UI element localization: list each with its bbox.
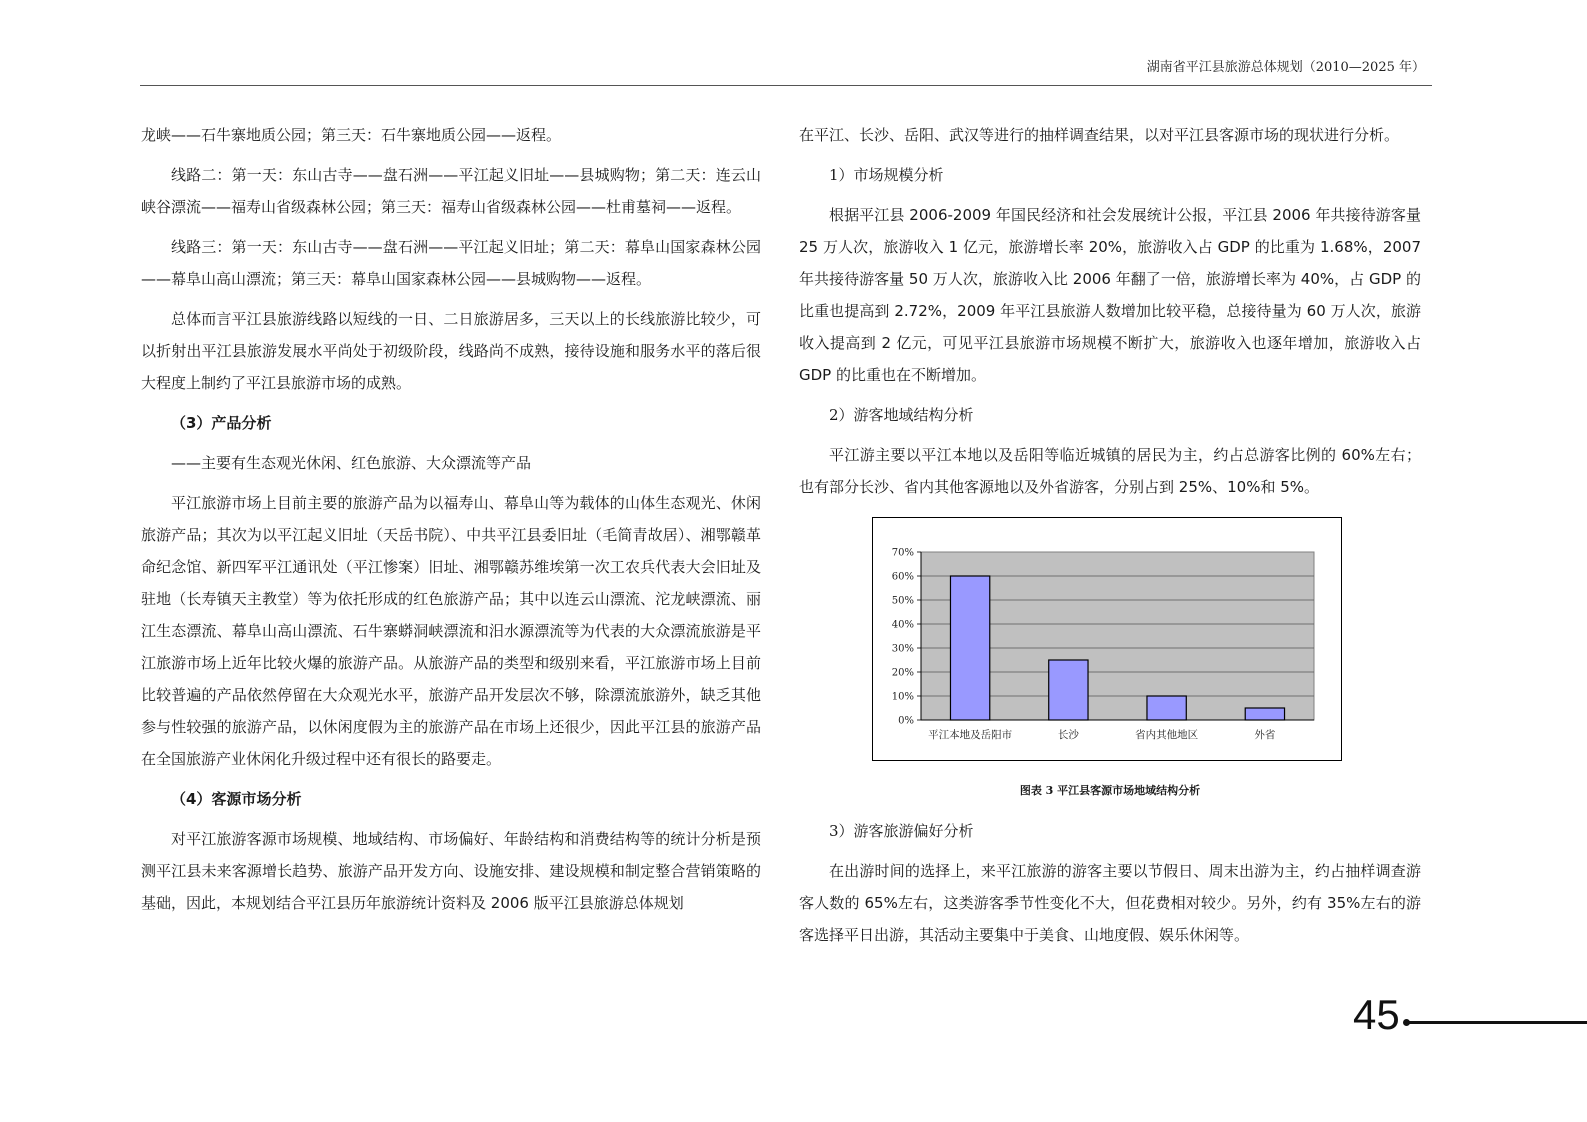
paragraph-product-analysis: 平江旅游市场上目前主要的旅游产品为以福寿山、幕阜山等为载体的山体生态观光、休闲旅游产品；其次为以平江起义旧址（天岳书院）、中共平江县委旧址（毛简青故居）、湘鄂赣革命纪念馆、新四军平江通讯处（平江惨案）旧址、湘鄂赣苏维埃第一次工农兵代表大会旧址及驻地（长寿镇天主教堂）等为依托形成的红色旅游产品；其中以连云山漂流、沱龙峡漂流、丽江生态漂流、幕阜山高山漂流、石牛寨蟒洞峡漂流和汨水源漂流等为代表的大众漂流旅游是平江旅游市场上近年比较火爆的旅游产品。从旅游产品的类型和级别来看，平江旅游市场上目前比较普遍的产品依然停留在大众观光水平，旅游产品开发层次不够，除漂流旅游外，缺乏其他参与性较强的旅游产品，以休闲度假为主的旅游产品在市场上还很少，因此平江县的旅游产品在全国旅游产业休闲化升级过程中还有很长的路要走。 [141,494,761,768]
y-tick-label: 10% [891,691,914,703]
paragraph-regional-structure: 平江游主要以平江本地以及岳阳等临近城镇的居民为主，约占总游客比例的 60%左右；也有部分长沙、省内其他客源地以及外省游客，分别占到 25%、10%和 5%。 [799,446,1421,496]
paragraph-route-two: 线路二：第一天：东山古寺——盘石洲——平江起义旧址——县城购物；第二天：连云山峡谷漂流——福寿山省级森林公园；第三天：福寿山省级森林公园——杜甫墓祠——返程。 [141,166,761,216]
y-tick-label: 40% [891,619,914,631]
bar [1147,696,1186,720]
left-column [141,119,761,927]
page-number: 45 [1353,991,1400,1038]
bar [950,576,989,720]
bar-chart-svg [873,518,1343,762]
paragraph-market-size: 根据平江县 2006-2009 年国民经济和社会发展统计公报，平江县 2006 年共接待游客量 25 万人次，旅游收入 1 亿元，旅游增长率 20%，旅游收入占 GDP 的比重为 1.68%，2007 年共接待游客量 50 万人次，旅游收入比 2006 年翻了一倍，旅游增长率为 40%，占 GDP 的比重也提高到 2.72%，2009 年平江县旅游人数增加比较平稳，总接待量为 60 万人次，旅游收入提高到 2 亿元，可见平江县旅游市场规模不断扩大，旅游收入也逐年增加，旅游收入占 GDP 的比重也在不断增加。 [799,206,1421,384]
bar [1245,708,1284,720]
subheading-travel-preference: 3）游客旅游偏好分析 [829,822,974,840]
chart-caption: 图表 3 平江县客源市场地域结构分析 [1019,784,1201,797]
paragraph-route-three: 线路三：第一天：东山古寺——盘石洲——平江起义旧址；第二天：幕阜山国家森林公园——幕阜山高山漂流；第三天：幕阜山国家森林公园——县城购物——返程。 [141,238,761,288]
right-column [799,119,1421,959]
paragraph-route-continuation: 龙峡——石牛寨地质公园；第三天：石牛寨地质公园——返程。 [141,126,562,144]
paragraph-product-subtitle: ——主要有生态观光休闲、红色旅游、大众漂流等产品 [171,454,532,472]
y-tick-label: 60% [891,571,914,583]
paragraph-survey-continuation: 在平江、长沙、岳阳、武汉等进行的抽样调查结果，以对平江县客源市场的现状进行分析。 [799,126,1400,144]
page-number-rule [1409,1021,1587,1024]
y-tick-label: 50% [891,595,914,607]
subheading-regional-structure: 2）游客地域结构分析 [829,406,974,424]
paragraph-market-intro: 对平江旅游客源市场规模、地域结构、市场偏好、年龄结构和消费结构等的统计分析是预测平江县未来客源增长趋势、旅游产品开发方向、设施安排、建设规模和制定整合营销策略的基础，因此，本规划结合平江县历年旅游统计资料及 2006 版平江县旅游总体规划 [141,830,761,912]
bar [1049,660,1088,720]
section-heading-market-analysis: （4）客源市场分析 [171,790,302,808]
paragraph-route-summary: 总体而言平江县旅游线路以短线的一日、二日旅游居多，三天以上的长线旅游比较少，可以折射出平江县旅游发展水平尚处于初级阶段，线路尚不成熟，接待设施和服务水平的落后很大程度上制约了平江县旅游市场的成熟。 [141,310,761,392]
x-tick-label: 长沙 [1057,729,1079,741]
x-tick-label: 外省 [1254,729,1276,741]
document-header-title: 湖南省平江县旅游总体规划（2010—2025 年） [1146,60,1425,75]
y-tick-label: 0% [898,715,914,727]
y-tick-label: 20% [891,667,914,679]
subheading-market-size: 1）市场规模分析 [829,166,944,184]
section-heading-product-analysis: （3）产品分析 [171,414,272,432]
header-divider [140,85,1432,86]
x-tick-label: 省内其他地区 [1135,729,1199,741]
paragraph-travel-preference: 在出游时间的选择上，来平江旅游的游客主要以节假日、周末出游为主，约占抽样调查游客人数的 65%左右，这类游客季节性变化不大，但花费相对较少。另外，约有 35%左右的游客选择平日出游，其活动主要集中于美食、山地度假、娱乐休闲等。 [799,862,1421,944]
x-tick-label: 平江本地及岳阳市 [928,729,1013,741]
regional-structure-chart [872,517,1342,761]
y-tick-label: 30% [891,643,914,655]
y-tick-label: 70% [891,547,914,559]
